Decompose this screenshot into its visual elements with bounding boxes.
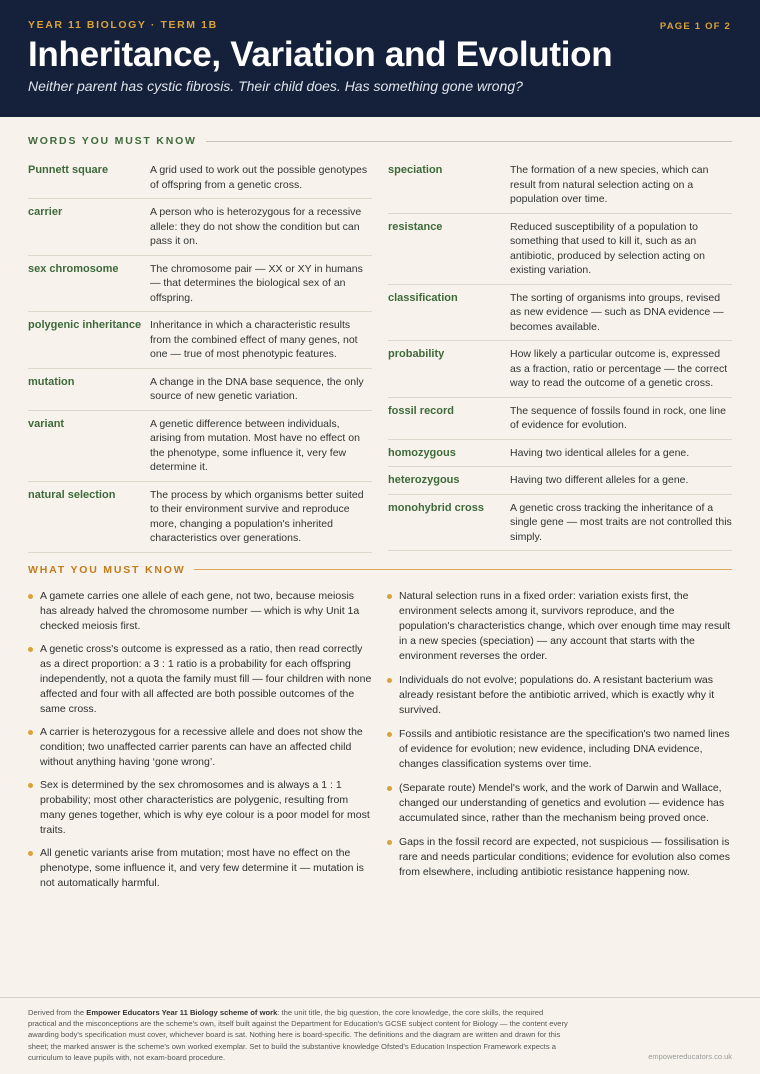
glossary-term: speciation xyxy=(388,164,443,176)
core-knowledge xyxy=(0,589,760,899)
know-heading-label: WHAT YOU MUST KNOW xyxy=(28,563,186,576)
glossary-left-column xyxy=(28,157,372,553)
bullet-dot-icon xyxy=(28,851,33,856)
glossary-term: natural selection xyxy=(28,488,116,501)
know-section-heading xyxy=(0,563,760,577)
glossary xyxy=(0,157,760,553)
knowledge-text: Gaps in the fossil record are expected, not suspicious — fossilisation is rare and needs particular conditions; evidence for evolution also comes from elsewhere, including antibiotic resistance happening now. xyxy=(399,835,730,878)
knowledge-left-column xyxy=(28,589,373,899)
source-note xyxy=(28,1007,573,1063)
glossary-definition: Having two different alleles for a gene. xyxy=(510,474,689,486)
glossary-term: fossil record xyxy=(388,404,455,417)
glossary-term: heterozygous xyxy=(388,474,460,486)
glossary-definition: Reduced susceptibility of a population to something that used to kill it, such as an antibiotic, produced by selection acting on existing variation. xyxy=(510,220,705,276)
knowledge-text: All genetic variants arise from mutation; most have no effect on the phenotype, some influence it, and very few determine it — mutation is not automatically harmful. xyxy=(40,846,364,889)
bullet-dot-icon xyxy=(387,594,392,599)
knowledge-right-column xyxy=(387,589,732,899)
knowledge-point xyxy=(28,589,373,634)
page-number: PAGE 1 OF 2 xyxy=(659,21,731,32)
glossary-term: carrier xyxy=(28,206,63,218)
glossary-row xyxy=(388,285,732,342)
glossary-row xyxy=(28,482,372,553)
glossary-definition: A genetic cross tracking the inheritance of a single gene — most traits are not controlled this simply. xyxy=(510,501,732,543)
source-note-prefix: Derived from the xyxy=(28,1008,87,1017)
glossary-row xyxy=(388,467,732,495)
words-heading-rule xyxy=(206,141,732,142)
bullet-dot-icon xyxy=(387,678,392,683)
glossary-right-column xyxy=(388,157,732,553)
page-title: Inheritance, Variation and Evolution xyxy=(28,35,613,74)
glossary-term: polygenic inheritance xyxy=(28,319,142,331)
knowledge-text: Fossils and antibiotic resistance are the specification's two named lines of evidence for evolution; new evidence, including DNA evidence, changes classification systems over time. xyxy=(399,727,730,770)
glossary-row xyxy=(388,341,732,398)
knowledge-text: Sex is determined by the sex chromosomes and is always a 1 : 1 probability; most other characteristics are polygenic, resulting from many genes together, which is why eye colour is a poor model for most traits. xyxy=(40,778,370,836)
glossary-row xyxy=(28,369,372,411)
glossary-row xyxy=(388,157,732,214)
bullet-dot-icon xyxy=(28,594,33,599)
bullet-dot-icon xyxy=(387,786,392,791)
knowledge-text: Natural selection runs in a fixed order: variation exists first, the environment selects among it, survivors reproduce, and the population's characteristics change, which over enough time may result in a new species (speciation) — any account that starts with the environment reverses the order. xyxy=(399,589,731,662)
glossary-definition: The sorting of organisms into groups, revised as new evidence — such as DNA evidence — becomes available. xyxy=(510,291,724,333)
glossary-row xyxy=(28,411,372,482)
page-header xyxy=(0,0,760,117)
glossary-row xyxy=(388,440,732,468)
knowledge-point xyxy=(387,835,732,880)
bullet-dot-icon xyxy=(387,732,392,737)
bullet-dot-icon xyxy=(28,730,33,735)
knowledge-point xyxy=(28,778,373,838)
site-url: empowereducators.co.uk xyxy=(648,1052,732,1061)
glossary-definition: A genetic difference between individuals, arising from mutation. Most have no effect on the phenotype, some influence it, very few determine it. xyxy=(150,417,360,473)
glossary-row xyxy=(28,157,372,199)
glossary-row xyxy=(388,214,732,285)
glossary-definition: A person who is heterozygous for a recessive allele: they do not show the condition but can pass it on. xyxy=(150,206,362,247)
glossary-definition: A change in the DNA base sequence, the only source of new genetic variation. xyxy=(150,375,364,402)
glossary-term: sex chromosome xyxy=(28,262,119,275)
glossary-term: variant xyxy=(28,417,65,430)
glossary-row xyxy=(388,495,732,552)
knowledge-point xyxy=(387,673,732,718)
glossary-row xyxy=(28,256,372,313)
glossary-definition: Having two identical alleles for a gene. xyxy=(510,446,690,459)
glossary-definition: The process by which organisms better suited to their environment survive and reproduce more, changing a population's inherited characteristics over generations. xyxy=(150,488,364,544)
bullet-dot-icon xyxy=(387,840,392,845)
glossary-definition: A grid used to work out the possible genotypes of offspring from a genetic cross. xyxy=(150,164,368,191)
big-question: Neither parent has cystic fibrosis. Their child does. Has something gone wrong? xyxy=(28,78,523,94)
knowledge-text: A genetic cross's outcome is expressed as a ratio, then read correctly as a direct proportion: a 3 : 1 ratio is a probability for each offspring independently, not a quota the family must fill — four children with none affected and four with all affected are both possible outcomes of the same cross. xyxy=(40,642,372,715)
knowledge-point xyxy=(28,846,373,891)
source-name: Empower Educators Year 11 Biology scheme of work xyxy=(86,1008,278,1017)
source-note-body: : the unit title, the big question, the core knowledge, the core skills, the required practical and the misconceptions are the scheme's own, itself built against the Department for Education's GCSE subject content for Biology — the content every awarding body's specification must cover, whichever board is sat. Nothing here is board-specific. The definitions and the diagram are written and drawn for this sheet; the marked answer is the scheme's own worked exemplar. Set to build the substantive knowledge Ofsted's Education Inspection Framework expects a curriculum to leave pupils with, not exam-board procedure. xyxy=(28,1008,568,1062)
knowledge-point xyxy=(387,727,732,772)
glossary-term: classification xyxy=(388,291,458,304)
knowledge-text: A carrier is heterozygous for a recessive allele and does not show the condition; two unaffected carrier parents can have an affected child without anything having ‘gone wrong’. xyxy=(40,725,363,768)
page-footer xyxy=(0,997,760,1063)
knowledge-text: A gamete carries one allele of each gene, not two, because meiosis has already halved the chromosome number — which is why Unit 1a checked meiosis first. xyxy=(40,589,360,632)
glossary-definition: The formation of a new species, which can result from natural selection acting on a population over time. xyxy=(510,164,709,205)
glossary-term: Punnett square xyxy=(28,164,109,176)
glossary-row xyxy=(28,312,372,369)
knowledge-point xyxy=(28,725,373,770)
knowledge-point xyxy=(28,642,373,717)
words-section-heading xyxy=(0,134,760,148)
knowledge-point xyxy=(387,589,732,664)
glossary-definition: How likely a particular outcome is, expressed as a fraction, ratio or percentage — the correct way to read the outcome of a genetic cross. xyxy=(510,348,728,389)
glossary-term: monohybrid cross xyxy=(388,501,484,514)
glossary-row xyxy=(388,398,732,440)
course-eyebrow: YEAR 11 BIOLOGY · TERM 1B xyxy=(28,19,218,31)
knowledge-text: Individuals do not evolve; populations do. A resistant bacterium was already resistant before the antibiotic arrived, which is exactly why it survived. xyxy=(399,673,715,716)
words-heading-label: WORDS YOU MUST KNOW xyxy=(28,135,197,147)
glossary-definition: The sequence of fossils found in rock, one line of evidence for evolution. xyxy=(510,404,726,431)
bullet-dot-icon xyxy=(28,647,33,652)
glossary-term: resistance xyxy=(388,220,443,233)
know-heading-rule xyxy=(194,569,732,570)
glossary-term: homozygous xyxy=(388,446,456,459)
knowledge-point xyxy=(387,781,732,826)
bullet-dot-icon xyxy=(28,783,33,788)
knowledge-text: (Separate route) Mendel's work, and the work of Darwin and Wallace, changed our understanding of genetics and evolution — evidence has accumulated since, rather than the mechanism being proved once. xyxy=(399,781,725,824)
glossary-definition: Inheritance in which a characteristic results from the combined effect of many genes, not one — true of most phenotypic features. xyxy=(150,319,358,360)
glossary-row xyxy=(28,199,372,256)
glossary-definition: The chromosome pair — XX or XY in humans — that determines the biological sex of an offspring. xyxy=(150,262,363,304)
glossary-term: probability xyxy=(388,348,445,360)
glossary-term: mutation xyxy=(28,375,75,388)
